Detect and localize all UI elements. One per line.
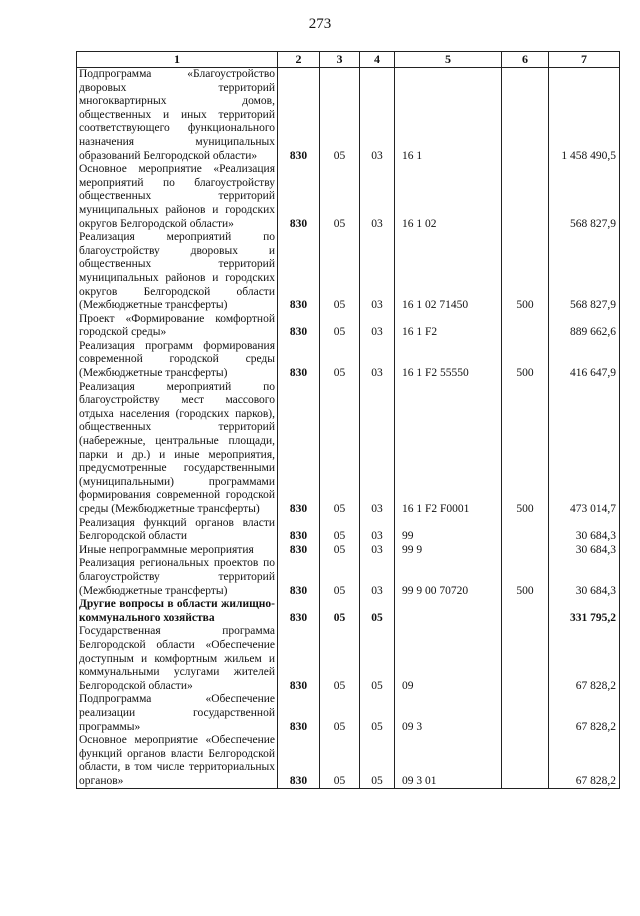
table-row xyxy=(77,340,620,381)
expense-type-code: 500 xyxy=(502,231,549,313)
table-row xyxy=(77,544,620,558)
expense-type-code: 500 xyxy=(502,557,549,598)
table-row xyxy=(77,693,620,734)
target-article-code: 99 xyxy=(395,517,502,544)
amount: 889 662,6 xyxy=(549,313,620,340)
column-header: 5 xyxy=(395,52,502,68)
table-row xyxy=(77,231,620,313)
target-article-code: 09 3 01 xyxy=(395,734,502,789)
ministry-code: 830 xyxy=(278,734,320,789)
expense-type-code xyxy=(502,68,549,164)
amount: 30 684,3 xyxy=(549,544,620,558)
section-code: 05 xyxy=(320,557,360,598)
table-row xyxy=(77,68,620,164)
item-name: Реализация мероприятий по благоустройству мест массового отдыха населения (городских парков), общественных территорий (набережные, центральные площади, парки и др.) и иные мероприятия, предусмотренные государственными (муниципальными) программами формирования современной городской среды (Межбюджетные трансферты) xyxy=(77,381,278,517)
expense-type-code xyxy=(502,163,549,231)
target-article-code: 09 3 xyxy=(395,693,502,734)
target-article-code: 16 1 xyxy=(395,68,502,164)
amount: 473 014,7 xyxy=(549,381,620,517)
subsection-code: 03 xyxy=(360,163,395,231)
subsection-code: 03 xyxy=(360,544,395,558)
column-header: 4 xyxy=(360,52,395,68)
budget-table xyxy=(76,51,620,789)
expense-type-code xyxy=(502,625,549,693)
ministry-code: 830 xyxy=(278,381,320,517)
target-article-code: 16 1 02 71450 xyxy=(395,231,502,313)
table-row xyxy=(77,625,620,693)
page-number: 273 xyxy=(308,16,332,32)
subsection-code: 05 xyxy=(360,598,395,625)
target-article-code xyxy=(395,598,502,625)
section-code: 05 xyxy=(320,693,360,734)
section-code: 05 xyxy=(320,313,360,340)
section-code: 05 xyxy=(320,340,360,381)
target-article-code: 99 9 xyxy=(395,544,502,558)
ministry-code: 830 xyxy=(278,517,320,544)
target-article-code: 16 1 F2 55550 xyxy=(395,340,502,381)
ministry-code: 830 xyxy=(278,313,320,340)
ministry-code: 830 xyxy=(278,340,320,381)
expense-type-code xyxy=(502,313,549,340)
amount: 30 684,3 xyxy=(549,557,620,598)
amount: 1 458 490,5 xyxy=(549,68,620,164)
item-name: Иные непрограммные мероприятия xyxy=(77,544,278,558)
table-header-row xyxy=(77,52,620,68)
subsection-code: 03 xyxy=(360,557,395,598)
subsection-code: 03 xyxy=(360,68,395,164)
ministry-code: 830 xyxy=(278,625,320,693)
ministry-code: 830 xyxy=(278,598,320,625)
section-code: 05 xyxy=(320,68,360,164)
item-name: Реализация программ формирования современной городской среды (Межбюджетные трансферты) xyxy=(77,340,278,381)
subsection-code: 05 xyxy=(360,734,395,789)
column-header: 2 xyxy=(278,52,320,68)
ministry-code: 830 xyxy=(278,693,320,734)
item-name: Основное мероприятие «Реализация мероприятий по благоустройству общественных территорий муниципальных районов и городских округов Белгородской области» xyxy=(77,163,278,231)
section-code: 05 xyxy=(320,544,360,558)
item-name: Проект «Формирование комфортной городской среды» xyxy=(77,313,278,340)
section-code: 05 xyxy=(320,734,360,789)
column-header: 6 xyxy=(502,52,549,68)
ministry-code: 830 xyxy=(278,68,320,164)
target-article-code: 99 9 00 70720 xyxy=(395,557,502,598)
target-article-code: 16 1 F2 xyxy=(395,313,502,340)
target-article-code: 16 1 F2 F0001 xyxy=(395,381,502,517)
section-code: 05 xyxy=(320,381,360,517)
table-row xyxy=(77,313,620,340)
ministry-code: 830 xyxy=(278,163,320,231)
subsection-code: 05 xyxy=(360,693,395,734)
item-name: Реализация мероприятий по благоустройству дворовых и общественных территорий муниципальных районов и городских округов Белгородской области (Межбюджетные трансферты) xyxy=(77,231,278,313)
section-code: 05 xyxy=(320,163,360,231)
amount: 416 647,9 xyxy=(549,340,620,381)
subsection-code: 03 xyxy=(360,313,395,340)
ministry-code: 830 xyxy=(278,544,320,558)
table-row xyxy=(77,557,620,598)
amount: 568 827,9 xyxy=(549,163,620,231)
item-name: Другие вопросы в области жилищно-коммунального хозяйства xyxy=(77,598,278,625)
expense-type-code: 500 xyxy=(502,381,549,517)
ministry-code: 830 xyxy=(278,557,320,598)
table-row xyxy=(77,163,620,231)
expense-type-code: 500 xyxy=(502,340,549,381)
expense-type-code xyxy=(502,693,549,734)
expense-type-code xyxy=(502,734,549,789)
item-name: Государственная программа Белгородской области «Обеспечение доступным и комфортным жильем и коммунальными услугами жителей Белгородской области» xyxy=(77,625,278,693)
subsection-code: 03 xyxy=(360,381,395,517)
section-code: 05 xyxy=(320,625,360,693)
item-name: Реализация региональных проектов по благоустройству территорий (Межбюджетные трансферты) xyxy=(77,557,278,598)
amount: 30 684,3 xyxy=(549,517,620,544)
amount: 67 828,2 xyxy=(549,734,620,789)
section-code: 05 xyxy=(320,517,360,544)
table-row xyxy=(77,598,620,625)
subsection-code: 03 xyxy=(360,340,395,381)
subsection-code: 05 xyxy=(360,625,395,693)
expense-type-code xyxy=(502,517,549,544)
item-name: Подпрограмма «Обеспечение реализации государственной программы» xyxy=(77,693,278,734)
table-row xyxy=(77,734,620,789)
ministry-code: 830 xyxy=(278,231,320,313)
table-row xyxy=(77,381,620,517)
amount: 568 827,9 xyxy=(549,231,620,313)
column-header: 1 xyxy=(77,52,278,68)
column-header: 7 xyxy=(549,52,620,68)
target-article-code: 16 1 02 xyxy=(395,163,502,231)
item-name: Реализация функций органов власти Белгородской области xyxy=(77,517,278,544)
table-body xyxy=(77,68,620,789)
section-code: 05 xyxy=(320,598,360,625)
expense-type-code xyxy=(502,544,549,558)
amount: 67 828,2 xyxy=(549,693,620,734)
amount: 331 795,2 xyxy=(549,598,620,625)
item-name: Основное мероприятие «Обеспечение функций органов власти Белгородской области, в том числе территориальных органов» xyxy=(77,734,278,789)
subsection-code: 03 xyxy=(360,231,395,313)
target-article-code: 09 xyxy=(395,625,502,693)
amount: 67 828,2 xyxy=(549,625,620,693)
column-header: 3 xyxy=(320,52,360,68)
expense-type-code xyxy=(502,598,549,625)
table-row xyxy=(77,517,620,544)
section-code: 05 xyxy=(320,231,360,313)
subsection-code: 03 xyxy=(360,517,395,544)
item-name: Подпрограмма «Благоустройство дворовых территорий многоквартирных домов, общественных и иных территорий соответствующего функционального назначения муниципальных образований Белгородской области» xyxy=(77,68,278,164)
